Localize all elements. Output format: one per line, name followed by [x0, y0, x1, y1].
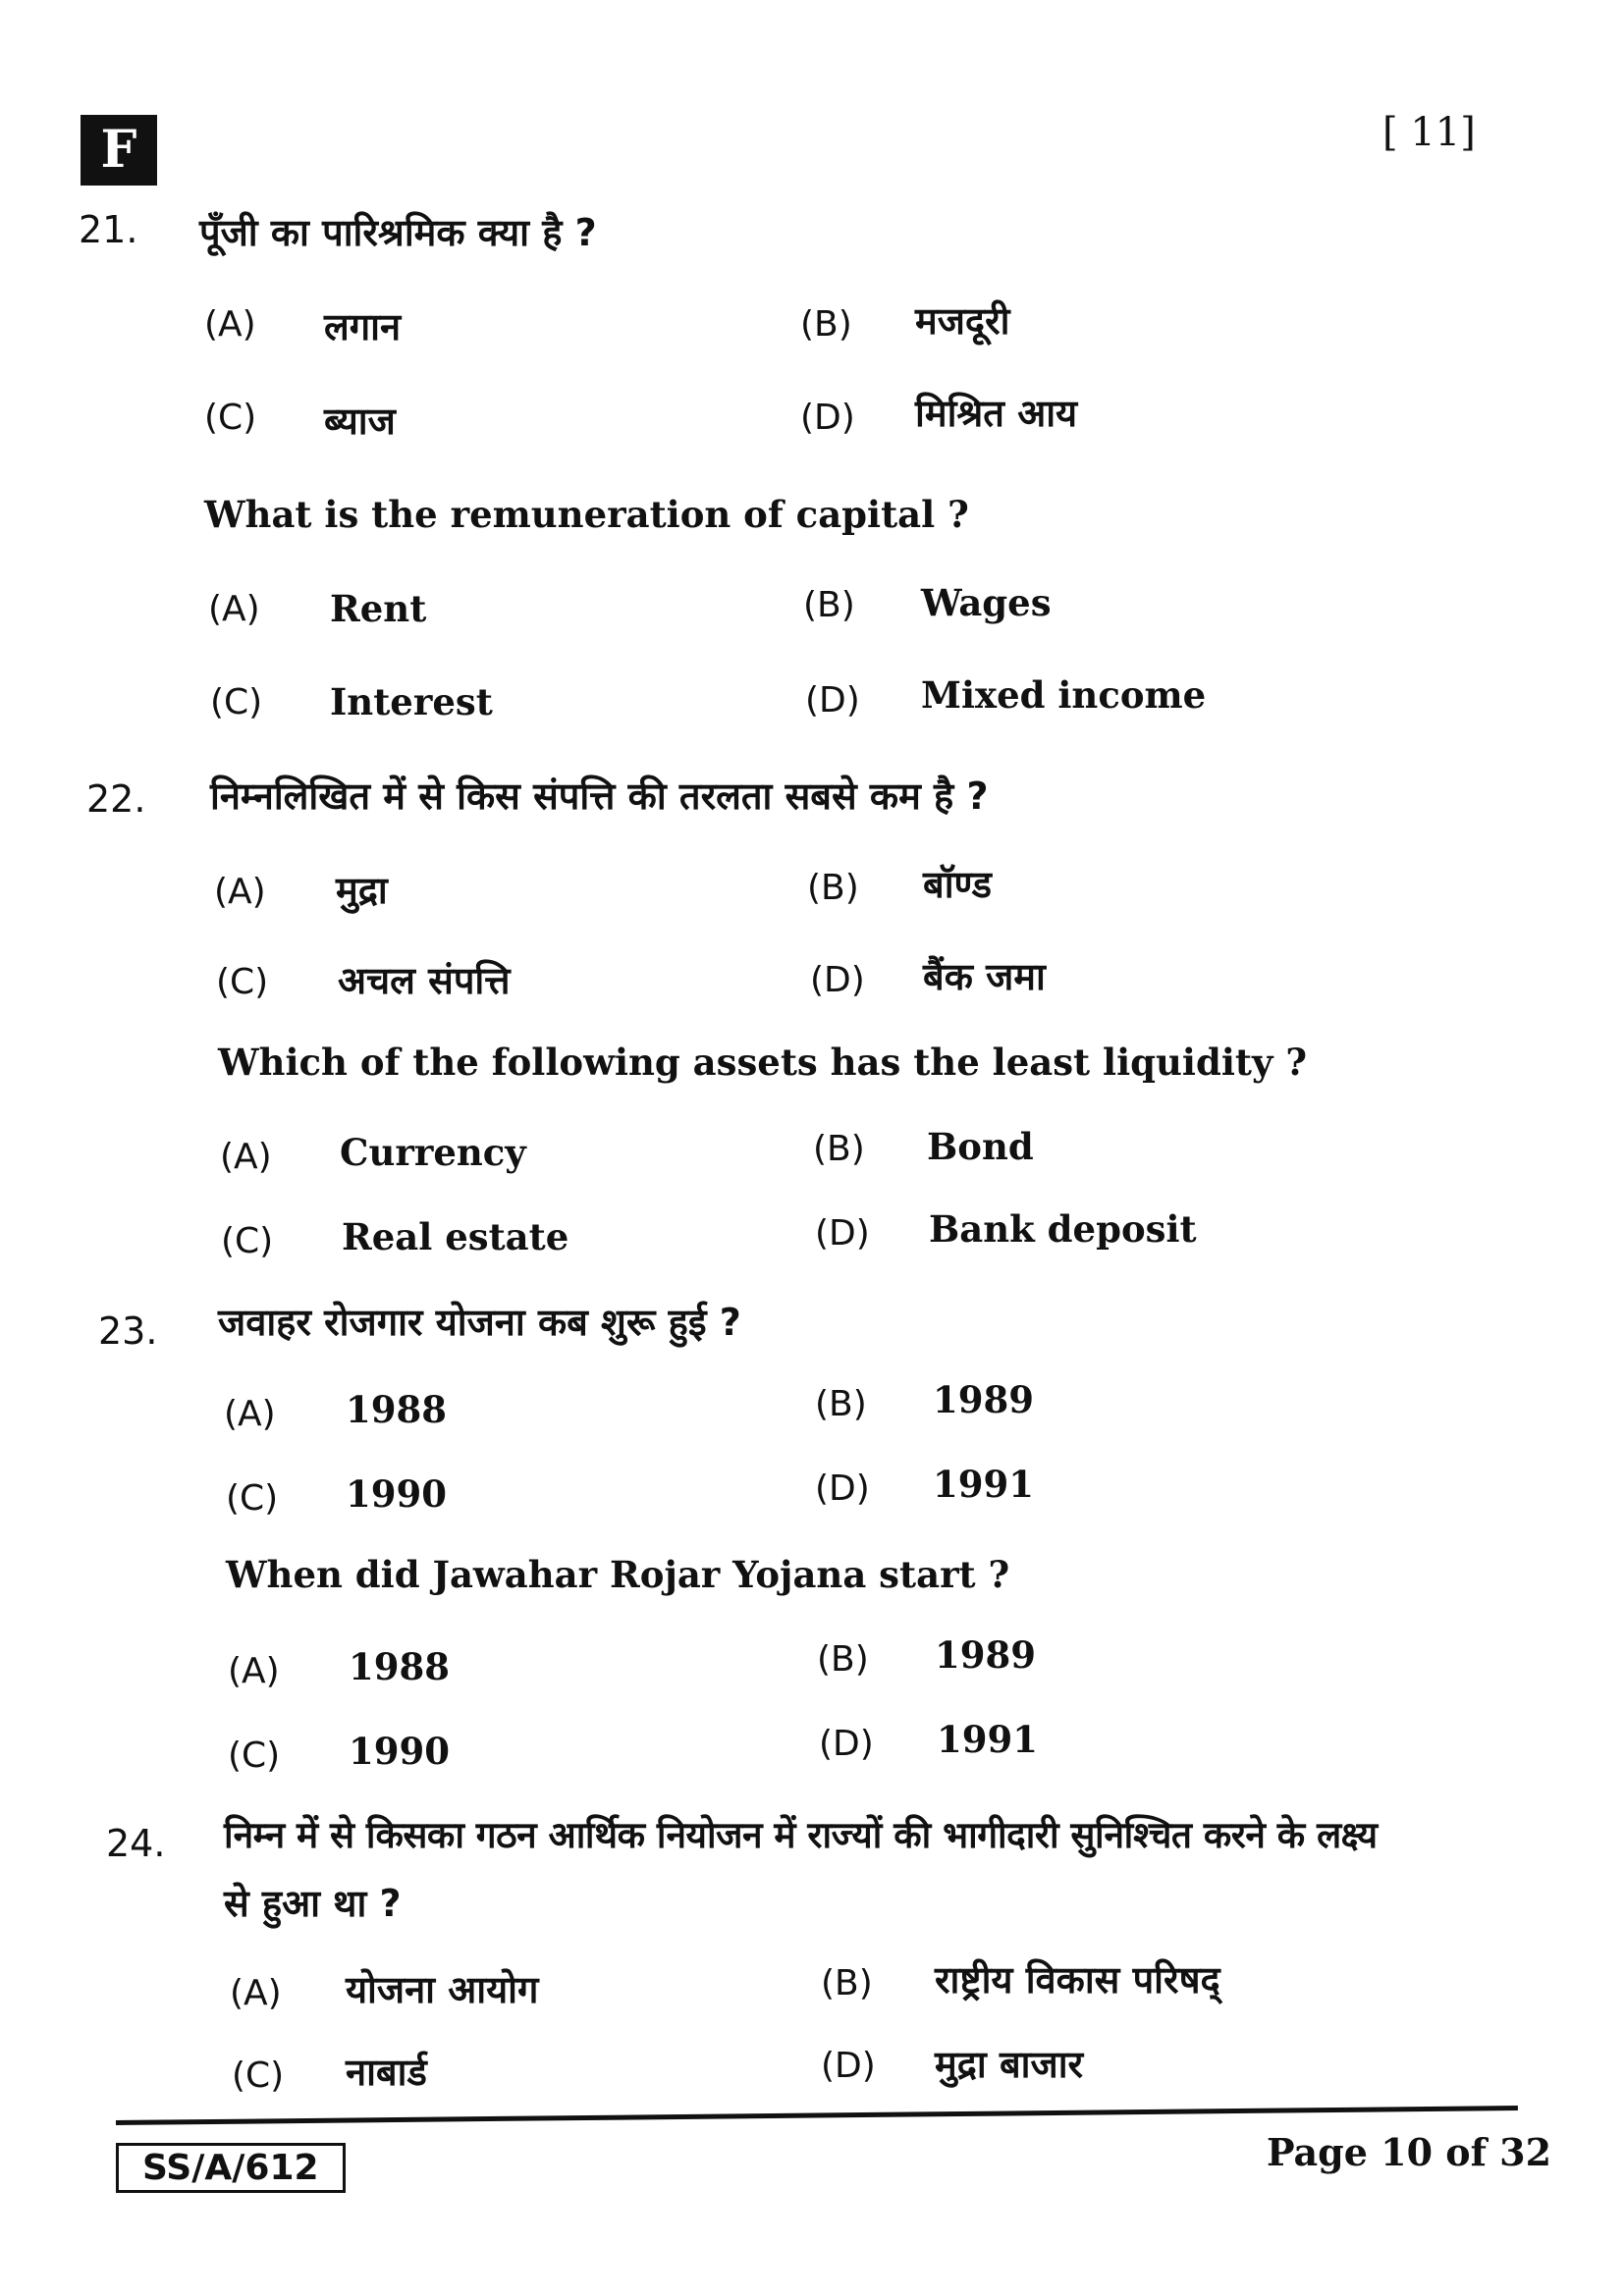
question-text-hindi: निम्न में से किसका गठन आर्थिक नियोजन में राज्यों की भागीदारी सुनिश्चित करने के लक्ष्य: [224, 1814, 1378, 1856]
option-text: मुद्रा बाजार: [935, 2043, 1084, 2086]
question-number: 24.: [106, 1822, 166, 1865]
option-text: Rent: [330, 587, 427, 630]
option-label: (A): [230, 1973, 282, 2013]
option-label: (C): [226, 1478, 279, 1519]
option-label: (D): [821, 2046, 876, 2086]
option-text: Currency: [340, 1131, 526, 1174]
option-text: 1988: [346, 1388, 447, 1431]
set-code-badge: F: [81, 115, 157, 186]
option-text: नाबार्ड: [346, 2051, 427, 2094]
option-text: Interest: [330, 680, 493, 723]
option-label: (A): [204, 304, 256, 345]
footer-divider: [116, 2106, 1518, 2125]
option-label: (D): [805, 680, 860, 721]
option-label: (A): [214, 872, 266, 912]
option-text: 1990: [346, 1472, 447, 1516]
question-text-english: What is the remuneration of capital ?: [204, 493, 969, 536]
question-number: 21.: [79, 208, 138, 251]
question-text-hindi-line2: से हुआ था ?: [224, 1882, 402, 1925]
option-text: Mixed income: [921, 673, 1207, 717]
option-label: (B): [815, 1384, 867, 1424]
option-label: (B): [813, 1129, 865, 1169]
option-text: लगान: [324, 305, 402, 348]
option-text: Real estate: [342, 1215, 569, 1258]
option-text: मिश्रित आय: [915, 392, 1078, 435]
option-text: Wages: [921, 581, 1052, 624]
option-label: (D): [810, 960, 865, 1000]
option-text: बैंक जमा: [923, 955, 1046, 998]
option-label: (C): [228, 1735, 281, 1776]
option-label: (A): [208, 589, 260, 629]
option-text: 1990: [349, 1730, 450, 1773]
option-label: (B): [807, 868, 859, 908]
option-text: Bond: [927, 1125, 1034, 1168]
option-text: 1991: [937, 1718, 1038, 1761]
option-text: 1988: [349, 1645, 450, 1688]
option-label: (B): [803, 585, 855, 625]
option-text: 1989: [935, 1633, 1036, 1677]
option-text: 1991: [933, 1463, 1034, 1506]
option-label: (D): [815, 1213, 870, 1254]
option-label: (B): [821, 1963, 873, 2003]
question-number: 23.: [98, 1309, 158, 1353]
option-label: (C): [216, 962, 269, 1002]
option-label: (C): [232, 2056, 285, 2096]
option-text: ब्याज: [324, 400, 396, 443]
option-label: (D): [815, 1468, 870, 1509]
option-label: (A): [220, 1137, 272, 1177]
page-number: Page 10 of 32: [1267, 2130, 1552, 2174]
option-text: 1989: [933, 1378, 1034, 1421]
option-label: (B): [817, 1639, 869, 1680]
option-text: बॉण्ड: [923, 863, 992, 906]
option-text: योजना आयोग: [346, 1968, 539, 2011]
option-label: (B): [800, 304, 852, 345]
option-text: मजदूरी: [915, 299, 1010, 343]
question-text-hindi: पूँजी का पारिश्रमिक क्या है ?: [199, 211, 597, 254]
option-label: (D): [800, 398, 855, 438]
option-label: (A): [228, 1651, 280, 1691]
option-label: (C): [221, 1221, 274, 1261]
question-text-hindi: निम्नलिखित में से किस संपत्ति की तरलता सबसे कम है ?: [210, 774, 989, 818]
option-label: (C): [204, 398, 257, 438]
option-text: मुद्रा: [336, 869, 388, 912]
option-text: अचल संपत्ति: [338, 959, 511, 1002]
option-text: राष्ट्रीय विकास परिषद्: [935, 1958, 1220, 2002]
question-text-hindi: जवाहर रोजगार योजना कब शुरू हुई ?: [218, 1301, 741, 1344]
page-marker: [ 11]: [1382, 110, 1476, 155]
paper-code: SS/A/612: [116, 2143, 346, 2193]
question-text-english: When did Jawahar Rojar Yojana start ?: [226, 1553, 1010, 1596]
question-text-english: Which of the following assets has the least liquidity ?: [218, 1041, 1308, 1084]
option-text: Bank deposit: [929, 1207, 1197, 1251]
question-number: 22.: [86, 777, 146, 821]
option-label: (A): [224, 1394, 276, 1434]
option-label: (D): [819, 1724, 874, 1764]
option-label: (C): [210, 682, 263, 722]
